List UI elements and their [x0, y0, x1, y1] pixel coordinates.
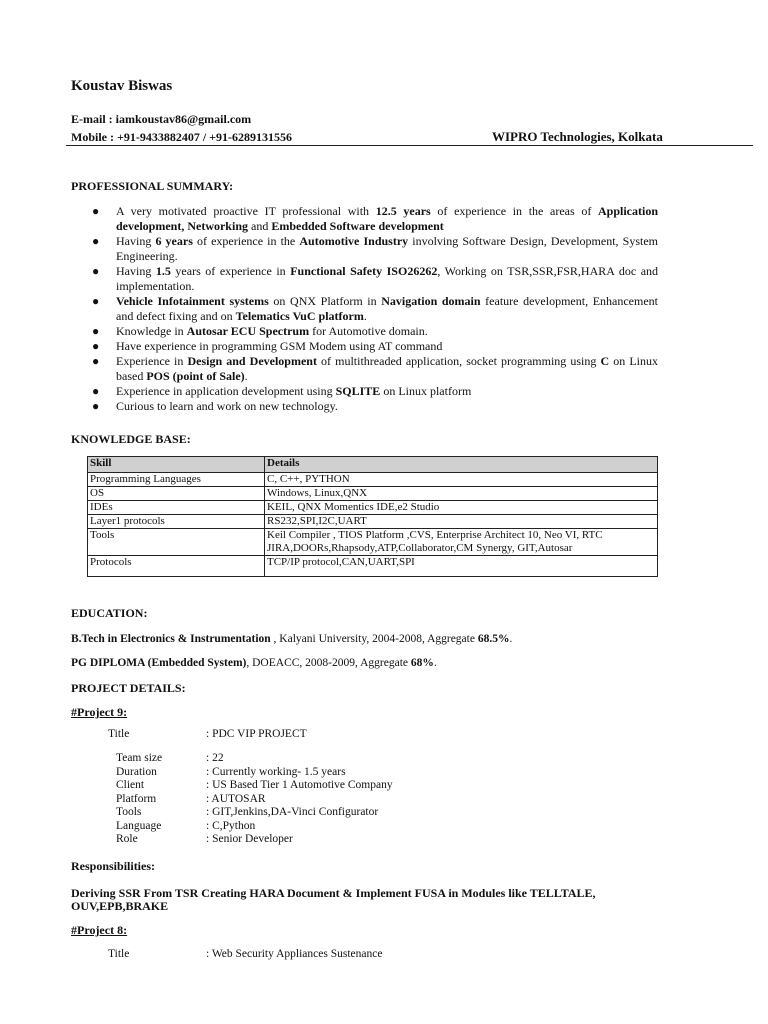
summary-text-run: on Linux platform	[380, 384, 472, 398]
education-text-run: 68.5%	[477, 633, 510, 645]
education-text-run: .	[433, 657, 437, 669]
summary-text-run: for Automotive domain.	[309, 324, 428, 338]
summary-item	[88, 264, 658, 294]
summary-text-run: Functional Safety ISO26262	[290, 264, 438, 278]
summary-text-run: Having	[116, 234, 156, 248]
mobile-line: Mobile : +91-9433882407 / +91-6289131556	[71, 130, 292, 144]
table-row	[88, 473, 658, 487]
table-row	[88, 515, 658, 529]
summary-text-run: Design and Development	[187, 354, 317, 368]
projects-heading: PROJECT DETAILS:	[71, 681, 186, 695]
summary-text-run: Knowledge in	[116, 324, 187, 338]
bullet-icon: ●	[92, 354, 100, 368]
summary-text-run: Have experience in programming GSM Modem using AT command	[116, 339, 443, 353]
summary-text-run: , Working on TSR,SSR,FSR,HARA doc and implementation.	[116, 264, 659, 293]
responsibility-line-2: OUV,EPB,BRAKE	[71, 899, 169, 913]
skill-cell: IDEs	[88, 501, 265, 515]
project-8-title-key: Title	[108, 948, 130, 960]
summary-text-run: involving Software Design, Development, System Engineering.	[116, 234, 658, 263]
bullet-icon: ●	[92, 339, 100, 353]
project-field-value: : 22	[206, 752, 224, 764]
summary-item	[88, 384, 658, 399]
project-field-value: : GIT,Jenkins,DA-Vinci Configurator	[206, 806, 379, 818]
email-line: E-mail : iamkoustav86@gmail.com	[71, 112, 252, 126]
project-field-value: : US Based Tier 1 Automotive Company	[206, 779, 393, 791]
summary-item	[88, 339, 658, 354]
details-cell: RS232,SPI,I2C,UART	[265, 515, 658, 529]
project-field-key: Role	[116, 833, 138, 845]
table-row	[88, 556, 658, 577]
summary-heading: PROFESSIONAL SUMMARY:	[71, 179, 234, 193]
summary-text-run: of experience in the	[192, 234, 300, 248]
education-text-run: B.Tech in Electronics & Instrumentation	[71, 633, 271, 645]
education-text-run: PG DIPLOMA (Embedded System)	[71, 657, 247, 669]
project-field-key: Duration	[116, 765, 157, 778]
summary-item	[88, 234, 658, 264]
summary-item	[88, 399, 658, 414]
project-field-key: Client	[116, 779, 145, 791]
skills-table	[87, 456, 658, 577]
column-header-skill: Skill	[88, 457, 265, 473]
project-field-value: : Currently working- 1.5 years	[206, 765, 346, 778]
summary-text-run: POS (point of Sale)	[146, 369, 245, 383]
details-cell: KEIL, QNX Momentics IDE,e2 Studio	[265, 501, 658, 515]
summary-text-run: 6 years	[155, 234, 193, 248]
details-cell: Keil Compiler , TIOS Platform ,CVS, Enterprise Architect 10, Neo VI, RTC JIRA,DOORs,Rhapsody,ATP,Collaborator,CM Synergy, GIT,Autosar	[265, 529, 658, 556]
project-9-title-value: : PDC VIP PROJECT	[206, 728, 307, 740]
summary-text-run: years of experience in	[170, 264, 291, 278]
summary-text-run: Autosar ECU Spectrum	[186, 324, 310, 338]
summary-text-run: Navigation domain	[381, 294, 481, 308]
education-text-run: , Kalyani University, 2004-2008, Aggregate	[270, 633, 478, 645]
summary-text-run: Vehicle Infotainment systems	[116, 294, 269, 308]
summary-list	[88, 204, 658, 414]
skill-cell: OS	[88, 487, 265, 501]
summary-text-run: Application development, Networking	[116, 204, 659, 233]
bullet-icon: ●	[92, 384, 100, 398]
education-pg	[71, 657, 437, 669]
project-9-label: #Project 9:	[71, 705, 128, 719]
summary-text-run: Automotive Industry	[299, 234, 409, 248]
responsibility-line-1: Deriving SSR From TSR Creating HARA Document & Implement FUSA in Modules like TELLTALE,	[71, 886, 596, 900]
summary-text-run: .	[363, 309, 367, 323]
table-row	[88, 501, 658, 515]
education-text-run: .	[509, 633, 513, 645]
project-field-value: : AUTOSAR	[206, 792, 266, 805]
project-9-title-key: Title	[108, 728, 130, 740]
summary-text-run: 1.5	[155, 264, 171, 278]
project-field-value: : Senior Developer	[206, 833, 293, 845]
summary-item	[88, 294, 658, 324]
project-8-title-value: : Web Security Appliances Sustenance	[206, 948, 383, 960]
summary-text-run: A very motivated proactive IT professional with	[116, 204, 376, 218]
skill-cell: Tools	[88, 529, 265, 556]
company-name: WIPRO Technologies, Kolkata	[492, 129, 663, 144]
summary-item	[88, 204, 658, 234]
column-header-details: Details	[265, 457, 658, 473]
summary-item	[88, 354, 658, 384]
details-cell: TCP/IP protocol,CAN,UART,SPI	[265, 556, 658, 577]
summary-text-run: C	[600, 354, 610, 368]
skill-cell: Protocols	[88, 556, 265, 577]
candidate-name: Koustav Biswas	[71, 78, 173, 94]
project-field-key: Language	[116, 819, 162, 832]
skill-cell: Programming Languages	[88, 473, 265, 487]
education-text-run: , DOEACC, 2008-2009, Aggregate	[246, 657, 411, 669]
summary-text-run: 12.5 years	[375, 204, 431, 218]
summary-text-run: of experience in the areas of	[430, 204, 598, 218]
details-cell: Windows, Linux,QNX	[265, 487, 658, 501]
responsibilities-heading: Responsibilities:	[71, 859, 156, 873]
education-btech	[71, 633, 512, 645]
summary-item	[88, 324, 658, 339]
summary-text-run: Experience in application development using	[116, 384, 336, 398]
skill-cell: Layer1 protocols	[88, 515, 265, 529]
summary-text-run: feature development, Enhancement and defect fixing and on	[116, 294, 658, 323]
project-field-value: : C,Python	[206, 819, 256, 832]
summary-text-run: on Linux based	[116, 354, 658, 383]
details-cell: C, C++, PYTHON	[265, 473, 658, 487]
summary-text-run: Experience in	[116, 354, 188, 368]
summary-text-run: on QNX Platform in	[268, 294, 382, 308]
project-field-key: Team size	[116, 752, 163, 764]
project-field-key: Tools	[116, 806, 142, 818]
bullet-icon: ●	[92, 264, 100, 278]
bullet-icon: ●	[92, 204, 100, 218]
summary-text-run: Embedded Software development	[271, 219, 444, 233]
table-row	[88, 529, 658, 556]
table-row	[88, 487, 658, 501]
summary-text-run: .	[244, 369, 248, 383]
bullet-icon: ●	[92, 234, 100, 248]
summary-text-run: Curious to learn and work on new technology.	[116, 399, 338, 413]
education-heading: EDUCATION:	[71, 606, 148, 620]
bullet-icon: ●	[92, 324, 100, 338]
education-text-run: 68%	[410, 657, 434, 669]
summary-text-run: SQLITE	[335, 384, 381, 398]
summary-text-run: and	[248, 219, 272, 233]
knowledge-heading: KNOWLEDGE BASE:	[71, 432, 191, 446]
summary-text-run: of multithreaded application, socket programming using	[316, 354, 601, 368]
header-divider	[66, 145, 753, 146]
bullet-icon: ●	[92, 294, 100, 308]
project-8-label: #Project 8:	[71, 923, 128, 937]
table-header-row	[88, 457, 658, 473]
summary-text-run: Having	[116, 264, 156, 278]
bullet-icon: ●	[92, 399, 100, 413]
project-field-key: Platform	[116, 792, 157, 805]
summary-text-run: Telematics VuC platform	[235, 309, 364, 323]
